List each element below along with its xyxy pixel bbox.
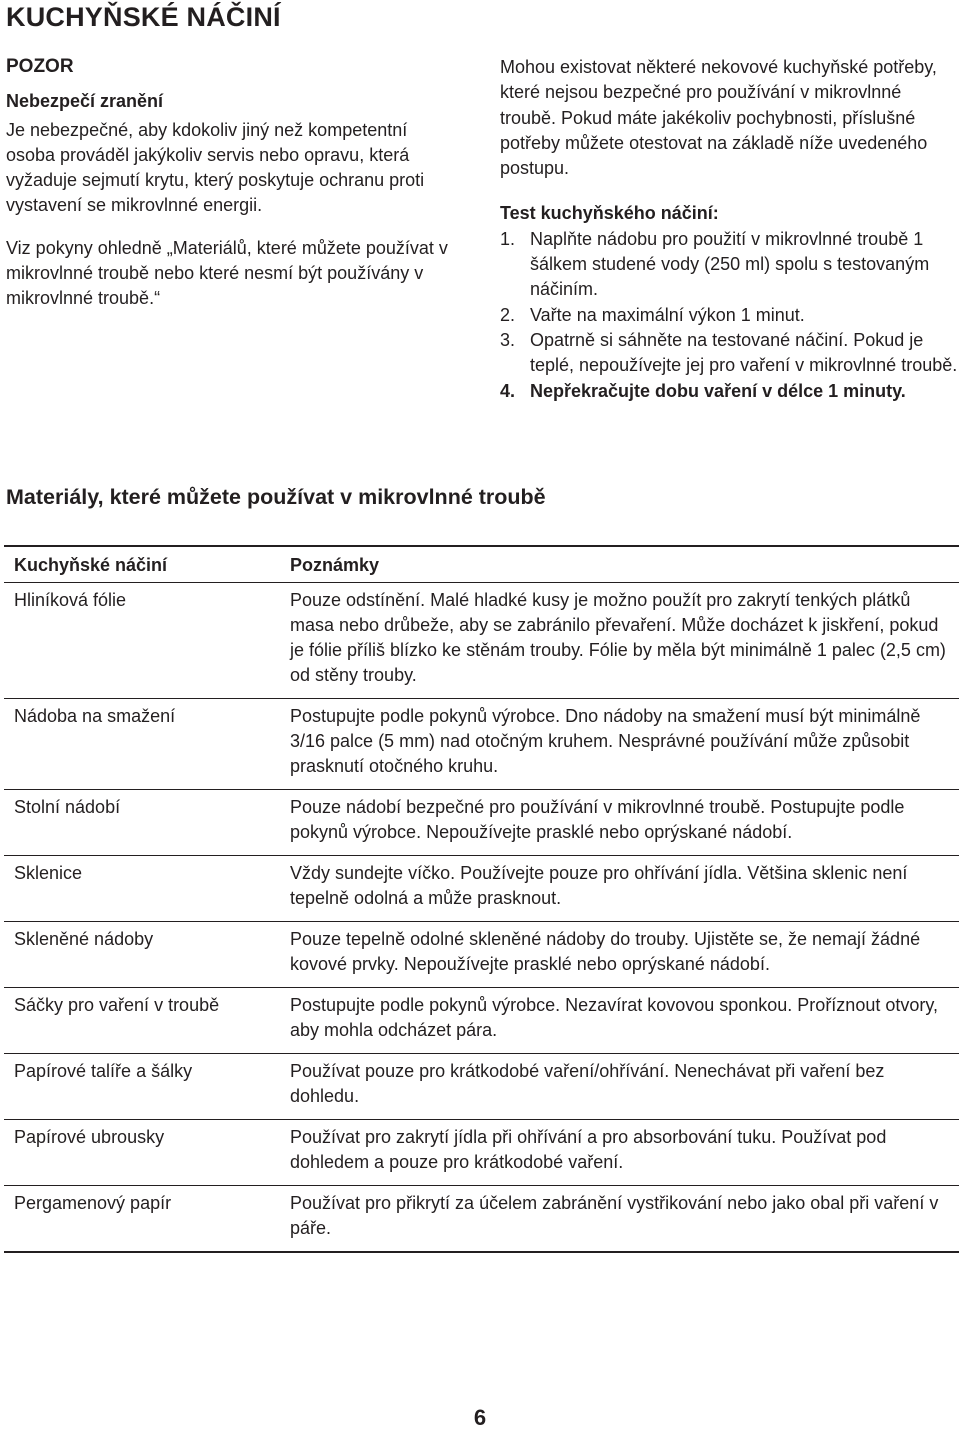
table-row (4, 988, 959, 1054)
utensil-cell: Papírové ubrousky (4, 1120, 280, 1186)
utensil-cell: Papírové talíře a šálky (4, 1054, 280, 1120)
note-cell: Pouze nádobí bezpečné pro používání v mikrovlnné troubě. Postupujte podle pokynů výrobce. Nepoužívejte prasklé nebo oprýskané nádobí. (280, 790, 959, 856)
test-heading: Test kuchyňského náčiní: (500, 203, 719, 224)
step-text: Naplňte nádobu pro použití v mikrovlnné troubě 1 šálkem studené vody (250 ml) spolu s testovaným náčiním. (530, 228, 930, 300)
column-header-utensil: Kuchyňské náčiní (4, 546, 280, 583)
table-row (4, 583, 959, 699)
utensil-cell: Sáčky pro vaření v troubě (4, 988, 280, 1054)
note-cell: Pouze odstínění. Malé hladké kusy je možno použít pro zakrytí tenkých plátků masa nebo drůbeže, aby se zabránilo převaření. Může docházet k jiskření, pokud je fólie příliš blízko ke stěnám trouby. Fólie by měla být minimálně 1 palec (2,5 cm) od stěny trouby. (280, 583, 959, 699)
step-text: Opatrně si sáhněte na testované náčiní. Pokud je teplé, nepoužívejte jej pro vaření v mikrovlnné troubě. (530, 329, 958, 376)
warning-subtitle: Nebezpečí zranění (6, 91, 164, 111)
warning-box (6, 54, 454, 329)
utensil-cell: Pergamenový papír (4, 1186, 280, 1253)
table-row (4, 1120, 959, 1186)
step-text: Vařte na maximální výkon 1 minut. (530, 304, 805, 325)
note-cell: Používat pouze pro krátkodobé vaření/ohřívání. Nenechávat při vaření bez dohledu. (280, 1054, 959, 1120)
materials-table (4, 545, 959, 1253)
materials-heading: Materiály, které můžete používat v mikrovlnné troubě (6, 485, 546, 509)
test-step (500, 379, 958, 404)
column-header-notes: Poznámky (280, 546, 959, 583)
note-cell: Pouze tepelně odolné skleněné nádoby do trouby. Ujistěte se, že nemají žádné kovové prvky. Nepoužívejte prasklé nebo oprýskané nádobí. (280, 922, 959, 988)
warning-label: POZOR (6, 56, 74, 77)
table-row (4, 1054, 959, 1120)
table-row (4, 699, 959, 790)
table-header-row (4, 546, 959, 583)
table-row (4, 922, 959, 988)
utensil-cell: Hliníková fólie (4, 583, 280, 699)
note-cell: Používat pro přikrytí za účelem zabránění vystřikování nebo jako obal při vaření v páře. (280, 1186, 959, 1253)
utensil-cell: Skleněné nádoby (4, 922, 280, 988)
info-paragraph: Mohou existovat některé nekovové kuchyňské potřeby, které nejsou bezpečné pro používání v mikrovlnné troubě. Pokud máte jakékoliv pochybnosti, příslušné potřeby můžete otestovat na základě níže uvedeného postupu. (500, 57, 937, 179)
page-title: KUCHYŇSKÉ NÁČINÍ (6, 2, 281, 32)
note-cell: Používat pro zakrytí jídla při ohřívání a pro absorbování tuku. Používat pod dohledem a pouze pro krátkodobé vaření. (280, 1120, 959, 1186)
step-number: 2. (500, 304, 516, 325)
table-row (4, 856, 959, 922)
step-number: 4. (500, 380, 516, 401)
warning-paragraph: Viz pokyny ohledně „Materiálů, které můžete používat v mikrovlnné troubě nebo které nesmí být používány v mikrovlnné troubě.“ (6, 238, 448, 308)
step-text: Nepřekračujte dobu vaření v délce 1 minuty. (530, 380, 906, 401)
utensil-cell: Stolní nádobí (4, 790, 280, 856)
table-row (4, 1186, 959, 1253)
note-cell: Postupujte podle pokynů výrobce. Dno nádoby na smažení musí být minimálně 3/16 palce (5 mm) nad otočným kruhem. Nesprávné používání může způsobit prasknutí otočného kruhu. (280, 699, 959, 790)
test-steps-list (500, 227, 958, 404)
test-step (500, 227, 958, 303)
note-cell: Postupujte podle pokynů výrobce. Nezavírat kovovou sponkou. Proříznout otvory, aby mohla odcházet pára. (280, 988, 959, 1054)
info-column (500, 55, 958, 404)
test-step (500, 328, 958, 379)
note-cell: Vždy sundejte víčko. Používejte pouze pro ohřívání jídla. Většina sklenic není tepelně odolná a může prasknout. (280, 856, 959, 922)
step-number: 1. (500, 228, 516, 249)
test-step (500, 303, 958, 328)
warning-paragraph: Je nebezpečné, aby kdokoliv jiný než kompetentní osoba prováděl jakýkoliv servis nebo opravu, která vyžaduje sejmutí krytu, který poskytuje ochranu proti vystavení se mikrovlnné energii. (6, 120, 425, 215)
table-row (4, 790, 959, 856)
step-number: 3. (500, 329, 516, 350)
page-number: 6 (473, 1405, 487, 1430)
utensil-cell: Sklenice (4, 856, 280, 922)
utensil-cell: Nádoba na smažení (4, 699, 280, 790)
